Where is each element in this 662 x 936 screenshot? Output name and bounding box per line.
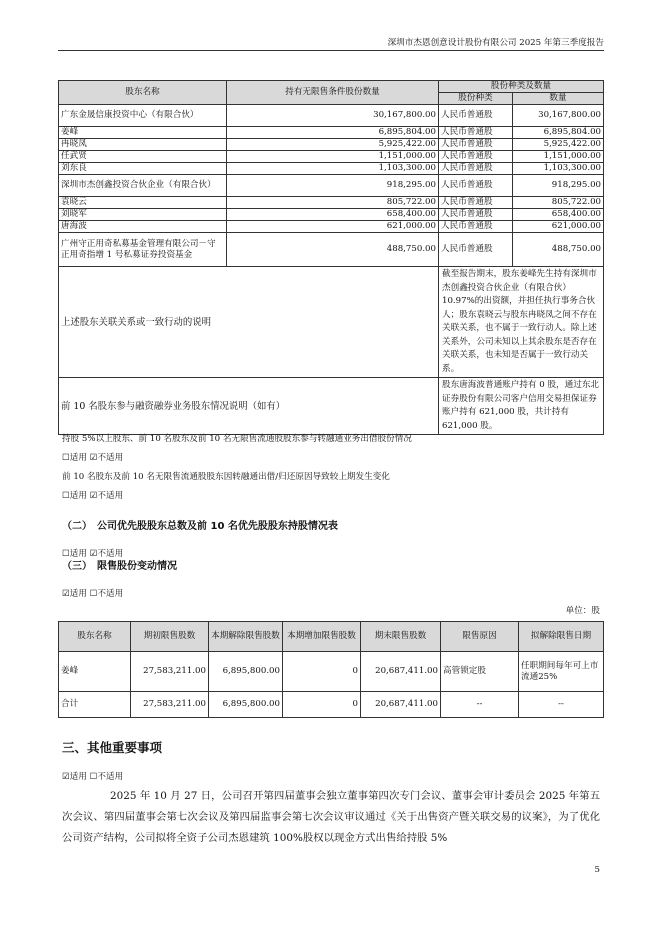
col-quantity: 数量 xyxy=(513,93,604,105)
unrestricted-shares: 658,400.00 xyxy=(227,209,439,221)
margin-text: 股东唐海波普通账户持有 0 股，通过东北证券股份有限公司客户信用交易担保证券账户持有 621,000 股，共计持有 621,000 股。 xyxy=(439,378,604,435)
checkbox-checked-icon: ☑ xyxy=(89,491,98,501)
col-end-restricted: 期末限售股数 xyxy=(361,622,441,652)
not-applicable-option: 不适用 xyxy=(97,549,124,559)
table-row xyxy=(59,692,604,718)
added-shares: 0 xyxy=(283,652,361,692)
unrestricted-shares: 6,895,804.00 xyxy=(227,127,439,139)
restriction-reason: 高管锁定股 xyxy=(441,652,519,692)
share-quantity: 805,722.00 xyxy=(513,197,604,209)
lending-applicability xyxy=(62,451,123,463)
shareholder-name: 任武贤 xyxy=(59,151,227,163)
share-type: 人民币普通股 xyxy=(439,233,513,267)
restricted-shares-applicability xyxy=(62,587,123,599)
checkbox-unchecked-icon: ☐ xyxy=(62,491,70,501)
preferred-shares-heading: （二） 公司优先股股东总数及前 10 名优先股股东持股情况表 xyxy=(62,521,338,532)
table-row xyxy=(59,221,604,233)
checkbox-unchecked-icon: ☐ xyxy=(89,589,98,599)
unrestricted-shares: 1,151,000.00 xyxy=(227,151,439,163)
shareholder-name: 刘晓军 xyxy=(59,209,227,221)
applicable-option: 适用 xyxy=(69,589,87,599)
relation-text: 截至报告期末，股东姜峰先生持有深圳市杰创鑫投资合伙企业（有限合伙）10.97%的出资额，并担任执行事务合伙人；股东袁晓云与股东冉晓凤之间不存在关联关系，也不属于一致行动人。除上述关系外，公司未知以上其余股东是否存在关联关系，也未知是否属于一致行动关系。 xyxy=(439,267,604,378)
table-row xyxy=(59,652,604,692)
header-rule xyxy=(58,50,604,51)
checkbox-checked-icon: ☑ xyxy=(89,453,98,463)
table-row xyxy=(59,127,604,139)
table-row xyxy=(59,139,604,151)
applicable-option: 适用 xyxy=(69,453,87,463)
restriction-reason: -- xyxy=(441,692,519,718)
margin-label: 前 10 名股东参与融资融券业务股东情况说明（如有） xyxy=(59,378,439,435)
col-unrestricted: 持有无限售条件股份数量 xyxy=(227,81,439,105)
restricted-shares-table xyxy=(58,621,604,718)
other-matters-body: 2025 年 10 月 27 日，公司召开第四届董事会独立董事第四次专门会议、董事会审计委员会 2025 年第五次会议、第四届董事会第七次会议及第四届监事会第七次会议审议通过《关于出售资产暨关联交易的议案》，为了优化公司资产结构，公司拟将全资子公司杰恩建筑 100%股权以现金方式出售给持股 5% xyxy=(62,790,600,844)
shareholder-name: 刘东良 xyxy=(59,163,227,175)
shareholder-name: 深圳市杰创鑫投资合伙企业（有限合伙） xyxy=(59,175,227,197)
share-type: 人民币普通股 xyxy=(439,163,513,175)
share-type: 人民币普通股 xyxy=(439,209,513,221)
begin-shares: 27,583,211.00 xyxy=(131,652,209,692)
col-share-type: 股份种类 xyxy=(439,93,513,105)
col-reason: 限售原因 xyxy=(441,622,519,652)
unrestricted-shares: 5,925,422.00 xyxy=(227,139,439,151)
table-row xyxy=(59,209,604,221)
not-applicable-option: 不适用 xyxy=(97,772,124,782)
checkbox-unchecked-icon: ☐ xyxy=(62,549,70,559)
share-quantity: 30,167,800.00 xyxy=(513,105,604,127)
change-applicability xyxy=(62,489,123,501)
unrestricted-shares: 30,167,800.00 xyxy=(227,105,439,127)
shareholder-name: 广东金晟信康投资中心（有限合伙） xyxy=(59,105,227,127)
unrestricted-shares: 805,722.00 xyxy=(227,197,439,209)
shareholder-name: 袁晓云 xyxy=(59,197,227,209)
table-row xyxy=(59,175,604,197)
col-shareholder: 股东名称 xyxy=(59,81,227,105)
top10-unrestricted-shareholders-table xyxy=(58,80,604,435)
released-shares: 6,895,800.00 xyxy=(209,652,283,692)
end-shares: 20,687,411.00 xyxy=(361,652,441,692)
applicable-option: 适用 xyxy=(69,772,87,782)
share-quantity: 918,295.00 xyxy=(513,175,604,197)
checkbox-checked-icon: ☑ xyxy=(62,772,70,782)
checkbox-checked-icon: ☑ xyxy=(89,549,98,559)
not-applicable-option: 不适用 xyxy=(97,453,124,463)
unrestricted-shares: 1,103,300.00 xyxy=(227,163,439,175)
change-section-title: 前 10 名股东及前 10 名无限售流通股股东因转融通出借/归还原因导致较上期发生变化 xyxy=(62,472,390,482)
unit-label: 单位：股 xyxy=(565,606,600,616)
share-type: 人民币普通股 xyxy=(439,105,513,127)
applicable-option: 适用 xyxy=(69,549,87,559)
share-type: 人民币普通股 xyxy=(439,197,513,209)
share-type: 人民币普通股 xyxy=(439,151,513,163)
table-row xyxy=(59,163,604,175)
table-row xyxy=(59,197,604,209)
share-quantity: 1,103,300.00 xyxy=(513,163,604,175)
unrestricted-shares: 488,750.00 xyxy=(227,233,439,267)
end-shares: 20,687,411.00 xyxy=(361,692,441,718)
col-begin-restricted: 期初限售股数 xyxy=(131,622,209,652)
page-number: 5 xyxy=(594,865,600,875)
release-date: -- xyxy=(519,692,604,718)
page-header: 深圳市杰恩创意设计股份有限公司 2025 年第三季度报告 xyxy=(387,38,604,48)
shareholder-name: 姜峰 xyxy=(59,127,227,139)
checkbox-checked-icon: ☑ xyxy=(62,589,70,599)
share-quantity: 621,000.00 xyxy=(513,221,604,233)
share-type: 人民币普通股 xyxy=(439,139,513,151)
share-quantity: 1,151,000.00 xyxy=(513,151,604,163)
col-share-type-qty: 股份种类及数量 xyxy=(439,81,604,93)
share-quantity: 488,750.00 xyxy=(513,233,604,267)
share-quantity: 658,400.00 xyxy=(513,209,604,221)
share-type: 人民币普通股 xyxy=(439,221,513,233)
unrestricted-shares: 621,000.00 xyxy=(227,221,439,233)
relation-row xyxy=(59,267,604,378)
share-quantity: 5,925,422.00 xyxy=(513,139,604,151)
table-row xyxy=(59,233,604,267)
share-quantity: 6,895,804.00 xyxy=(513,127,604,139)
not-applicable-option: 不适用 xyxy=(97,589,124,599)
col-release-date: 拟解除限售日期 xyxy=(519,622,604,652)
released-shares: 6,895,800.00 xyxy=(209,692,283,718)
checkbox-unchecked-icon: ☐ xyxy=(89,772,98,782)
margin-row xyxy=(59,378,604,435)
lending-section-title: 持股 5%以上股东、前 10 名股东及前 10 名无限售流通股股东参与转融通业务出借股份情况 xyxy=(62,434,412,444)
unrestricted-shares: 918,295.00 xyxy=(227,175,439,197)
not-applicable-option: 不适用 xyxy=(97,491,124,501)
checkbox-unchecked-icon: ☐ xyxy=(62,453,70,463)
other-matters-applicability xyxy=(62,770,123,782)
shareholder-name: 冉晓凤 xyxy=(59,139,227,151)
table-row xyxy=(59,151,604,163)
table-row xyxy=(59,105,604,127)
col-added: 本期增加限售股数 xyxy=(283,622,361,652)
shareholder-name: 广州守正用奇私募基金管理有限公司－守正用奇指增 1 号私募证券投资基金 xyxy=(59,233,227,267)
begin-shares: 27,583,211.00 xyxy=(131,692,209,718)
release-date: 任职期间每年可上市流通25% xyxy=(519,652,604,692)
share-type: 人民币普通股 xyxy=(439,127,513,139)
applicable-option: 适用 xyxy=(69,491,87,501)
shareholder-name: 姜峰 xyxy=(59,652,131,692)
other-matters-heading: 三、其他重要事项 xyxy=(62,740,163,755)
added-shares: 0 xyxy=(283,692,361,718)
share-type: 人民币普通股 xyxy=(439,175,513,197)
col-shareholder: 股东名称 xyxy=(59,622,131,652)
col-released: 本期解除限售股数 xyxy=(209,622,283,652)
shareholder-name: 合计 xyxy=(59,692,131,718)
shareholder-name: 唐海波 xyxy=(59,221,227,233)
relation-label: 上述股东关联关系或一致行动的说明 xyxy=(59,267,439,378)
restricted-shares-heading: （三） 限售股份变动情况 xyxy=(62,561,177,572)
